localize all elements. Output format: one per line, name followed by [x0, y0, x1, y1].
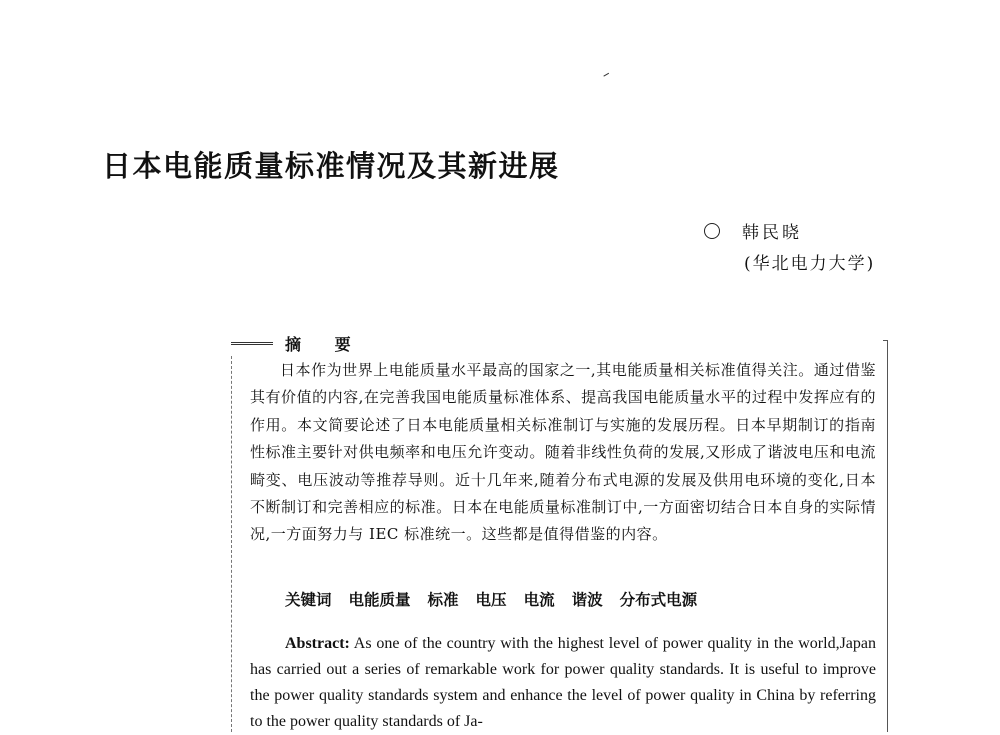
keyword-item: 电流: [523, 591, 555, 609]
keyword-item: 电能质量: [348, 591, 411, 609]
keywords-label: 关键词: [285, 591, 332, 609]
abstract-separator: :: [344, 635, 350, 652]
keyword-item: 谐波: [571, 591, 603, 609]
keyword-item: 电压: [475, 591, 507, 609]
abstract-chinese: 日本作为世界上电能质量水平最高的国家之一,其电能质量相关标准值得关注。通过借鉴其有价值的内容,在完善我国电能质量标准体系、提高我国电能质量水平的过程中发挥应有的作用。本文简要论述了日本电能质量相关标准制订与实施的发展历程。日本早期制订的指南性标准主要针对供电频率和电压允许变动。随着非线性负荷的发展,又形成了谐波电压和电流畸变、电压波动等推荐导则。近十几年来,随着分布式电源的发展及供用电环境的变化,日本不断制订和完善相应的标准。日本在电能质量标准制订中,一方面密切结合日本自身的实际情况,一方面努力与 IEC 标准统一。这些都是值得借鉴的内容。: [250, 361, 876, 544]
stray-mark: [603, 73, 610, 79]
right-border-tick: [883, 340, 888, 341]
keyword-item: 分布式电源: [619, 591, 698, 609]
author-line: [704, 218, 802, 243]
author-name: 韩民晓: [742, 223, 802, 243]
abstract-english-body: As one of the country with the highest level of power quality in the world,Japan has carried out a series of remarkable work for power quality standards. It is useful to improve the power quality standards system and enhance the level of power quality in China by referring to the power quality standards of Ja-: [250, 635, 876, 730]
right-border: [887, 340, 888, 732]
keyword-item: 标准: [427, 591, 459, 609]
abstract-box: [231, 332, 888, 732]
article-title: 日本电能质量标准情况及其新进展: [102, 149, 560, 183]
heading-rule: [231, 342, 273, 345]
author-affiliation: (华北电力大学): [744, 254, 876, 274]
circle-icon: [704, 223, 720, 239]
keywords-line: [285, 588, 714, 610]
abstract-english: [250, 631, 876, 735]
abstract-heading: 摘 要: [285, 335, 365, 354]
abstract-label: Abstract: [285, 635, 345, 652]
left-border: [231, 356, 232, 732]
